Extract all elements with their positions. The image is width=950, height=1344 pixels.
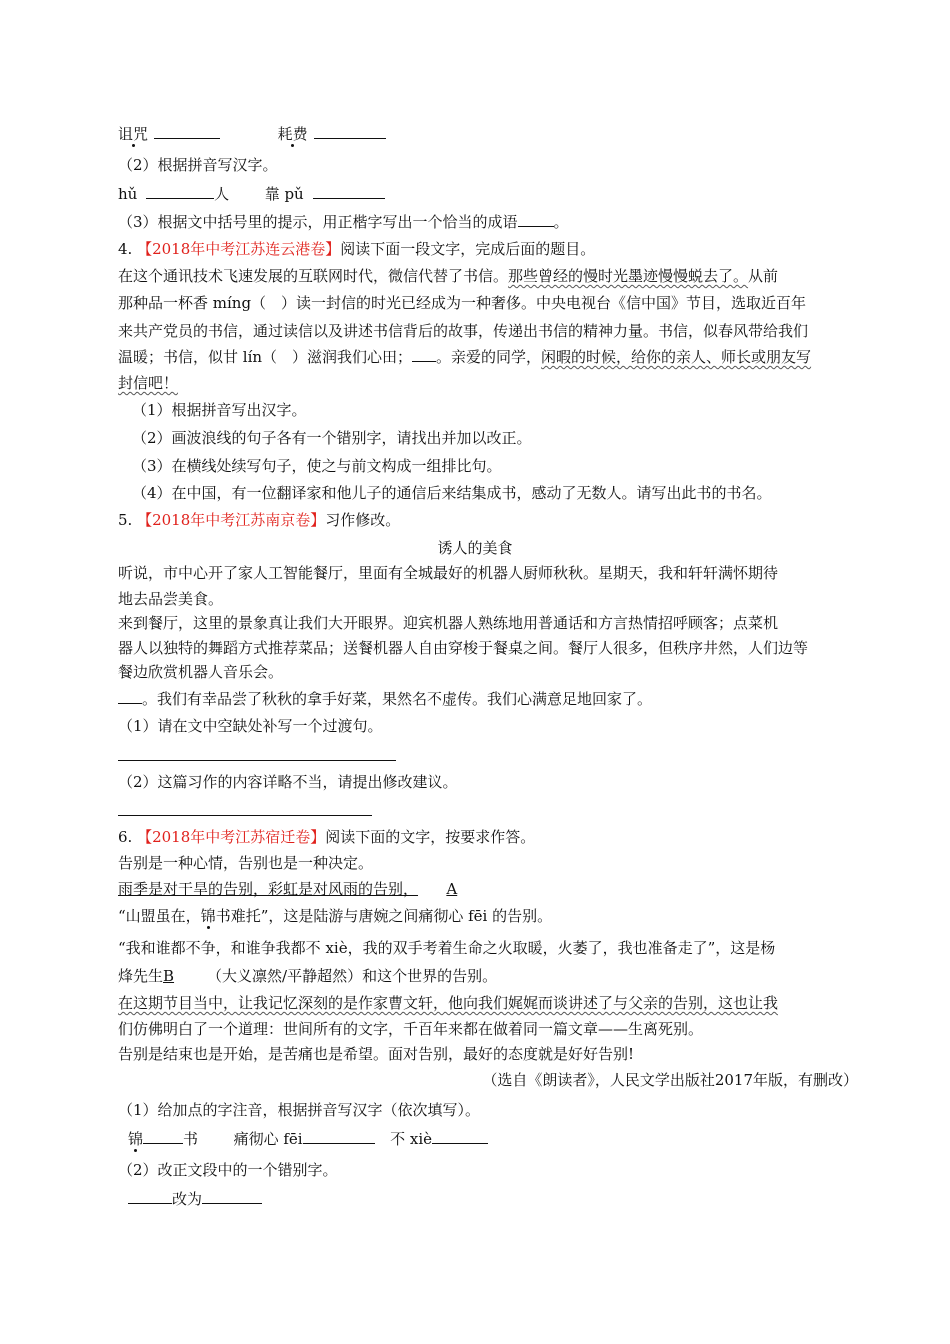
essay-line: 听说，市中心开了家人工智能餐厅，里面有全城最好的机器人厨师秋秋。星期天，我和轩轩满怀期待 [118,564,779,582]
passage-line: 们仿佛明白了一个道理：世间所有的文字，千百年来都在做着同一篇文章——生离死别。 [118,1020,704,1038]
question-4-2: （2）画波浪线的句子各有一个错别字，请找出并加以改正。 [132,429,532,447]
question-6-1: （1）给加点的字注音，根据拼音写汉字（依次填写）。 [118,1101,481,1119]
passage-line: 告别是一种心情，告别也是一种决定。 [118,854,374,872]
answer-blank[interactable] [518,212,554,227]
passage-line: 烽先生B （大义凛然/平静超然）和这个世界的告别。 [118,967,498,985]
answer-line[interactable] [118,760,396,761]
answer-blank[interactable] [154,124,220,139]
wavy-sentence: 那些曾经的慢时光墨迹慢慢蜕去了。 [508,267,749,285]
source-tag: 【2018年中考江苏连云港卷】 [137,240,341,258]
passage-line: “我和谁都不争，和谁争我都不 xiè，我的双手考着生命之火取暖，火萎了，我也准备走了”，这是杨 [118,939,776,957]
wavy-sentence: 封信吧！ [118,374,179,392]
question-5-1: （1）请在文中空缺处补写一个过渡句。 [118,717,383,735]
essay-line: 。我们有幸品尝了秋秋的拿手好菜，果然名不虚传。我们心满意足地回家了。 [118,688,858,710]
answer-line[interactable] [118,815,372,816]
question-6-2: （2）改正文段中的一个错别字。 [118,1161,338,1179]
passage-line [118,992,858,1014]
source-tag: 【2018年中考江苏南京卷】 [137,511,326,529]
fill-row-1 [118,123,858,145]
answer-blank[interactable] [143,1129,183,1144]
answer-blank[interactable] [118,689,142,704]
passage-line: 温暖；书信，似甘 lín（ ）滋润我们心田； 。亲爱的同学，闲暇的时候，给你的亲人、师长或朋友写 [118,348,812,366]
essay-line: 器人以独特的舞蹈方式推荐菜品；送餐机器人自由穿梭于餐桌之间。餐厅人很多，但秩序井然，人们边等 [118,639,809,657]
source-tag: 【2018年中考江苏宿迁卷】 [137,828,326,846]
wavy-sentence: 闲暇的时候，给你的亲人、师长或朋友写 [541,348,812,366]
answer-blank[interactable] [303,1129,375,1144]
essay-line: 餐边欣赏机器人音乐会。 [118,663,284,681]
question-4-4: （4）在中国，有一位翻译家和他儿子的通信后来结集成书，感动了无数人。请写出此书的书名。 [132,484,772,502]
answer-blank[interactable] [314,124,386,139]
source-citation: （选自《朗读者》，人民文学出版社2017年版，有删改） [482,1071,858,1089]
answer-blank[interactable] [432,1129,488,1144]
question-4-1: （1）根据拼音写出汉字。 [132,401,307,419]
passage-line: 告别是结束也是开始，是苦痛也是希望。面对告别，最好的态度就是好好告别! [118,1045,635,1063]
question-5-header: 5. 【2018年中考江苏南京卷】习作修改。 [118,511,401,529]
passage-line [118,878,858,900]
passage-line: “山盟虽在，锦书难托”，这是陆游与唐婉之间痛彻心 fēi 的告别。 [118,907,553,925]
fill-row-pinyin: hǔ 人 靠 pǔ [118,183,858,205]
passage-line: 那种品一杯香 míng（ ）读一封信的时光已经成为一种奢侈。中央电视台《信中国》节目，选取近百年 [118,294,807,312]
answer-blank[interactable] [128,1189,172,1204]
underlined-sentence: 雨季是对干旱的告别，彩虹是对风雨的告别， [118,880,419,898]
answer-blank[interactable] [412,347,436,362]
passage-line [118,372,858,394]
blank-b[interactable]: B [163,967,175,985]
fill-row-6-1: 锦 书 痛彻心 fēi 不 xiè [128,1128,868,1150]
question-5-2: （2）这篇习作的内容详略不当，请提出修改建议。 [118,773,458,791]
subquestion-2: （2）根据拼音写汉字。 [118,156,278,174]
wavy-sentence: 在这期节目当中，让我记忆深刻的是作家曹文轩，他向我们娓娓而谈讲述了与父亲的告别，这也让我 [118,994,779,1012]
essay-title: 诱人的美食 [437,539,513,557]
essay-line: 地去品尝美食。 [118,590,224,608]
answer-blank[interactable] [202,1189,262,1204]
dotted-word-haofei: 耗费 [277,125,308,143]
question-4-header: 4. 【2018年中考江苏连云港卷】阅读下面一段文字，完成后面的题目。 [118,240,596,258]
dotted-char-jin: 锦 [200,907,216,925]
answer-blank[interactable] [146,184,214,199]
passage-line: 在这个通讯技术飞速发展的互联网时代，微信代替了书信。那些曾经的慢时光墨迹慢慢蜕去了。从前 [118,267,779,285]
fill-row-6-2: 改为 [128,1188,868,1210]
essay-line: 来到餐厅，这里的景象真让我们大开眼界。迎宾机器人熟练地用普通话和方言热情招呼顾客；点菜机 [118,614,779,632]
question-4-3: （3）在横线处续写句子，使之与前文构成一组排比句。 [132,457,502,475]
blank-a[interactable]: A [446,880,458,898]
question-6-header: 6. 【2018年中考江苏宿迁卷】阅读下面的文字，按要求作答。 [118,828,536,846]
answer-blank[interactable] [313,184,385,199]
subquestion-3: （3）根据文中括号里的提示，用正楷字写出一个恰当的成语 。 [118,213,569,231]
dotted-word-zuzhou: 诅咒 [118,125,149,143]
passage-line: 来共产党员的书信，通过读信以及讲述书信背后的故事，传递出书信的精神力量。书信，似春风带给我们 [118,322,809,340]
